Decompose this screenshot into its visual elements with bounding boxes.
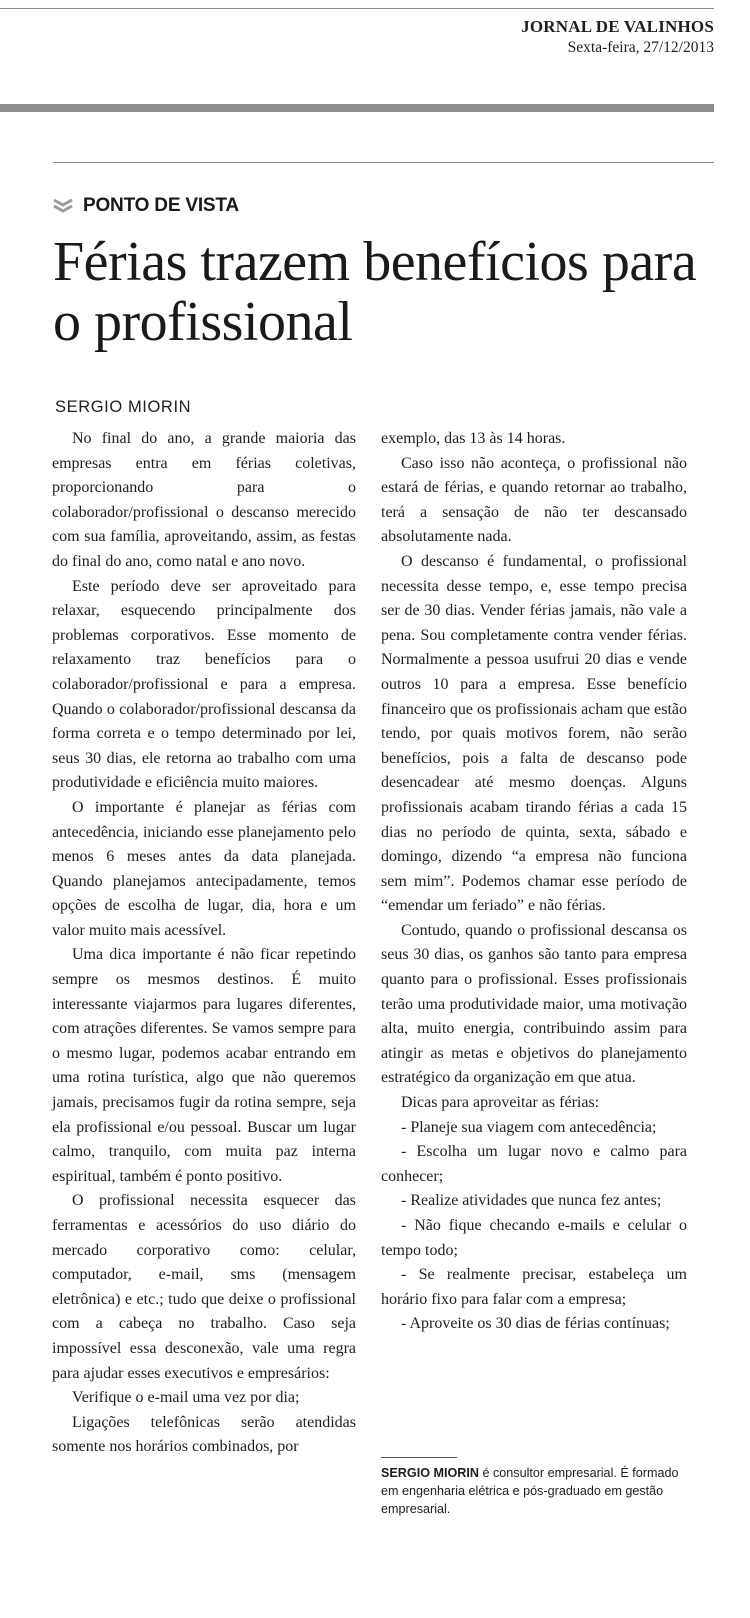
paragraph: O descanso é fundamental, o profissional necessita desse tempo, e, esse tempo precisa ser de 30 dias. Vender férias jamais, não vale a pena. Sou completamente contra vender férias. Normalmente a pessoa usufrui 20 dias e vende outros 10 para a empresa. Esse benefício financeiro que os profissionais acham que estão tendo, por quais motivos forem, não serão benefícios, pois a falta de descanso pode desencadear até mesmo doenças. Alguns profissionais acabam tirando férias a cada 15 dias no período de quinta, sexta, sábado e domingo, dizendo “a empresa não funciona sem mim”. Podemos chamar esse período de “emendar um feriado” e não férias.	[381, 552, 687, 915]
header-bar	[0, 104, 714, 112]
paragraph: Verifique o e-mail uma vez por dia;	[72, 1389, 300, 1407]
paragraph: Ligações telefônicas serão atendidas somente nos horários combinados, por	[52, 1413, 356, 1456]
headline: Férias trazem benefícios para o profissional	[53, 231, 697, 353]
author-bio	[381, 1464, 687, 1518]
paragraph: Caso isso não aconteça, o profissional não estará de férias, e quando retornar ao trabalho, terá a sensação de não ter descansado absolutamente nada.	[381, 454, 687, 546]
paragraph: Contudo, quando o profissional descansa os seus 30 dias, os ganhos são tanto para empresa quanto para o profissional. Esses profissionais terão uma produtividade maior, uma motivação alta, muito energia, contribuindo assim para atingir as metas e objetivos do planejamento estratégico da organização em que atua.	[381, 921, 687, 1087]
publication-date: Sexta-feira, 27/12/2013	[567, 39, 714, 56]
paragraph: Uma dica importante é não ficar repetindo sempre os mesmos destinos. É muito interessante viajarmos para lugares diferentes, com atrações diferentes. Se vamos sempre para o mesmo lugar, podemos acabar entrando em uma rotina turística, algo que não queremos jamais, precisamos fugir da rotina sempre, seja ela profissional e/ou pessoal. Buscar um lugar calmo, tranquilo, com muita paz interna espiritual, também é ponto positivo.	[52, 946, 356, 1185]
tip-item: - Planeje sua viagem com antecedência;	[401, 1118, 657, 1136]
top-rule	[0, 8, 714, 9]
paragraph: No final do ano, a grande maioria das empresas entra em férias coletivas, proporcionando para o colaborador/profissional o descanso merecido com sua família, aproveitando, assim, as festas do final do ano, como natal e ano novo.	[52, 430, 356, 570]
newspaper-name: JORNAL DE VALINHOS	[521, 17, 714, 36]
section-rule	[53, 162, 714, 163]
tip-item: - Se realmente precisar, estabeleça um horário fixo para falar com a empresa;	[381, 1266, 687, 1308]
bio-text: é consultor empresarial. É formado em engenharia elétrica e pós-graduado em gestão empresarial.	[381, 1466, 679, 1516]
masthead	[521, 16, 714, 58]
bio-rule	[381, 1457, 457, 1458]
double-chevron-down-icon	[53, 198, 73, 214]
tip-item: - Escolha um lugar novo e calmo para conhecer;	[381, 1143, 687, 1185]
article-column-1	[52, 427, 356, 1460]
paragraph: Este período deve ser aproveitado para relaxar, esquecendo principalmente dos problemas corporativos. Esse momento de relaxamento traz benefícios para o colaborador/profissional e para a empresa. Quando o colaborador/profissional descansa da forma correta e o tempo determinado por lei, seus 30 dias, ele retorna ao trabalho com uma produtividade e eficiência muito maiores.	[52, 577, 356, 792]
tip-item: - Não fique checando e-mails e celular o tempo todo;	[381, 1217, 687, 1259]
section-title: PONTO DE VISTA	[83, 195, 239, 216]
paragraph-continuation: exemplo, das 13 às 14 horas.	[381, 430, 566, 447]
tips-heading: Dicas para aproveitar as férias:	[401, 1094, 600, 1112]
tip-item: - Aproveite os 30 dias de férias contínuas;	[401, 1315, 670, 1333]
tip-item: - Realize atividades que nunca fez antes;	[401, 1192, 662, 1210]
paragraph: O profissional necessita esquecer das ferramentas e acessórios do uso diário do mercado corporativo como: celular, computador, e-mail, sms (mensagem eletrônica) e etc.; tudo que deixe o profissional com a cabeça no trabalho. Caso seja impossível essa desconexão, vale uma regra para ajudar esses executivos e empresários:	[52, 1192, 356, 1382]
article-column-2	[381, 427, 687, 1337]
paragraph: O importante é planejar as férias com antecedência, iniciando esse planejamento pelo menos 6 meses antes da data planejada. Quando planejamos antecipadamente, temos opções de escolha de lugar, dia, hora e um valor muito mais acessível.	[52, 798, 356, 939]
bio-author-name: SERGIO MIORIN	[381, 1466, 479, 1480]
section-label	[53, 195, 239, 217]
byline: SERGIO MIORIN	[55, 398, 192, 416]
